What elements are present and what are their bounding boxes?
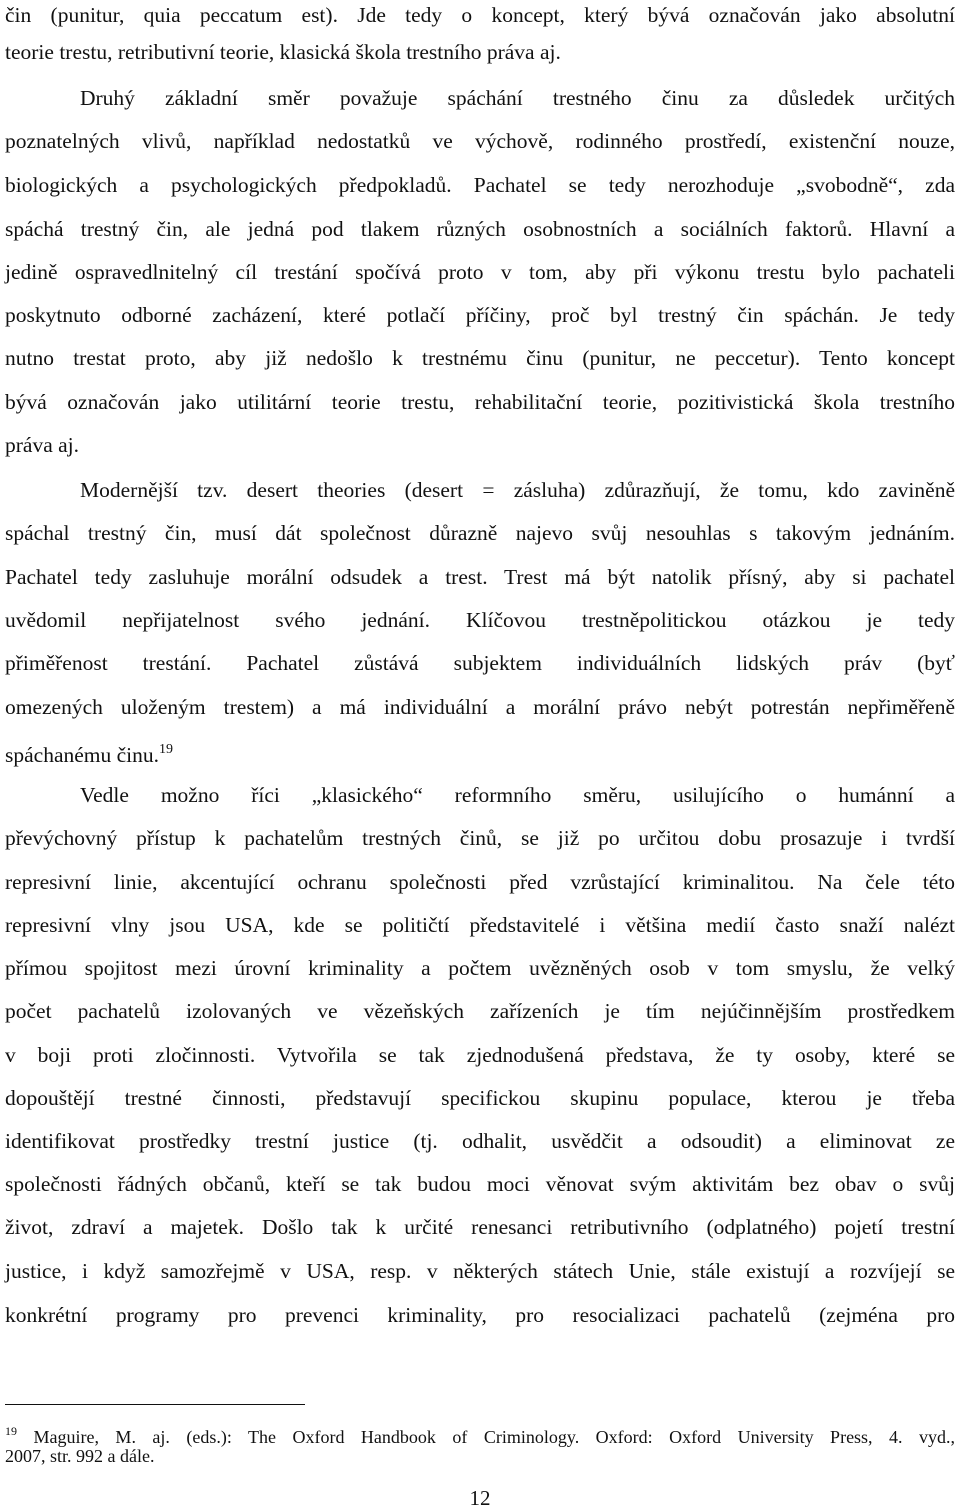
- text-line: [5, 735, 955, 765]
- text-line-content: práva aj.: [5, 433, 80, 457]
- footnote-line-2: [5, 1443, 955, 1469]
- text-line-content: spáchanému činu.: [5, 743, 160, 767]
- footnote-reference: 19: [159, 742, 174, 757]
- footnote-separator: [5, 1404, 305, 1405]
- text-line-content: uvědomil nepřijatelnost svého jednání. Klíčovou trestněpolitickou otázkou je tedy: [5, 608, 955, 632]
- text-line-content: teorie trestu, retributivní teorie, klasická škola trestního práva aj.: [5, 40, 561, 64]
- text-line: [5, 823, 955, 853]
- footnote-number: 19: [5, 1424, 17, 1438]
- text-line: [5, 1083, 955, 1113]
- text-line: [80, 780, 955, 810]
- text-line: [5, 37, 955, 67]
- text-line-content: přímou spojitost mezi úrovní kriminality a počtem uvězněných osob v tom smyslu, že velký: [5, 956, 955, 980]
- text-line: [5, 953, 955, 983]
- text-line: [5, 867, 955, 897]
- text-line-content: Druhý základní směr považuje spáchání trestného činu za důsledek určitých: [80, 86, 955, 110]
- text-line-content: bývá označován jako utilitární teorie trestu, rehabilitační teorie, pozitivistická škola trestního: [5, 390, 955, 414]
- text-line-content: spáchá trestný čin, ale jedná pod tlakem různých osobnostních a sociálních faktorů. Hlavní a: [5, 217, 955, 241]
- text-line-content: dopouštějí trestné činnosti, představují specifickou skupinu populace, kterou je třeba: [5, 1086, 955, 1110]
- text-line: [5, 170, 955, 200]
- text-line: [5, 343, 955, 373]
- text-line: [5, 257, 955, 287]
- text-line: [5, 1300, 955, 1330]
- text-line-content: Vedle možno říci „klasického“ reformního směru, usilujícího o humánní a: [80, 783, 955, 807]
- text-line: [5, 1126, 955, 1156]
- text-line: [5, 1212, 955, 1242]
- text-line: [5, 648, 955, 678]
- text-line: [5, 910, 955, 940]
- text-line-content: přiměřenost trestání. Pachatel zůstává subjektem individuálních lidských práv (byť: [5, 651, 955, 675]
- text-line: [5, 518, 955, 548]
- text-line-content: Pachatel tedy zasluhuje morální odsudek a trest. Trest má být natolik přísný, aby si pachatel: [5, 565, 955, 589]
- text-line-content: jedině ospravedlnitelný cíl trestání spočívá proto v tom, aby při výkonu trestu bylo pachateli: [5, 260, 955, 284]
- footnote-line-1: [5, 1418, 956, 1447]
- text-line-content: Modernější tzv. desert theories (desert = zásluha) zdůrazňují, že tomu, kdo zaviněně: [80, 478, 955, 502]
- text-line: [5, 562, 955, 592]
- text-line-content: nutno trestat proto, aby již nedošlo k trestnému činu (punitur, ne peccetur). Tento koncept: [5, 346, 955, 370]
- text-line-content: převýchovný přístup k pachatelům trestných činů, se již po určitou dobu prosazuje i tvrdší: [5, 826, 955, 850]
- text-line: [5, 0, 955, 30]
- text-line: [5, 1169, 955, 1199]
- text-line-content: identifikovat prostředky trestní justice (tj. odhalit, usvědčit a odsoudit) a eliminovat ze: [5, 1129, 955, 1153]
- text-line-content: spáchal trestný čin, musí dát společnost důrazně najevo svůj nesouhlas s takovým jednáním.: [5, 521, 955, 545]
- text-line: [5, 692, 955, 722]
- text-line: [5, 1256, 955, 1286]
- text-line: [5, 300, 955, 330]
- text-line-content: život, zdraví a majetek. Došlo tak k určité renesanci retributivního (odplatného) pojetí trestní: [5, 1215, 955, 1239]
- text-line: [5, 126, 955, 156]
- text-line-content: společnosti řádných občanů, kteří se tak budou moci věnovat svým aktivitám bez obav o svůj: [5, 1172, 955, 1196]
- text-line-content: poznatelných vlivů, například nedostatků ve výchově, rodinného prostředí, existenční nouze,: [5, 129, 955, 153]
- text-line-content: represivní vlny jsou USA, kde se političtí představitelé i většina medií často snaží nalézt: [5, 913, 955, 937]
- text-line-content: poskytnuto odborné zacházení, které potlačí příčiny, proč byl trestný čin spáchán. Je tedy: [5, 303, 955, 327]
- text-line-content: konkrétní programy pro prevenci kriminality, pro resocializaci pachatelů (zejména pro: [5, 1303, 955, 1327]
- text-line: [5, 387, 955, 417]
- page-number: 12: [469, 1486, 491, 1510]
- text-line-content: v boji proti zločinnosti. Vytvořila se tak zjednodušená představa, že ty osoby, které se: [5, 1043, 955, 1067]
- text-line: [5, 1040, 955, 1070]
- footnote-text-1: Maguire, M. aj. (eds.): The Oxford Handbook of Criminology. Oxford: Oxford University Press, 4. vyd.,: [33, 1427, 956, 1447]
- text-line: [5, 605, 955, 635]
- text-line-content: čin (punitur, quia peccatum est). Jde tedy o koncept, který bývá označován jako absolutní: [5, 3, 955, 27]
- text-line: [5, 430, 955, 460]
- text-line-content: počet pachatelů izolovaných ve vězeňských zařízeních je tím nejúčinnějším prostředkem: [5, 999, 955, 1023]
- text-line-content: biologických a psychologických předpokladů. Pachatel se tedy nerozhoduje „svobodně“, zda: [5, 173, 955, 197]
- text-line: [80, 475, 955, 505]
- text-line-content: justice, i když samozřejmě v USA, resp. v některých státech Unie, stále existují a rozvíjejí se: [5, 1259, 955, 1283]
- text-line: [5, 214, 955, 244]
- text-line: [80, 83, 955, 113]
- text-line-content: omezených uloženým trestem) a má individuální a morální právo nebýt potrestán nepřiměřeně: [5, 695, 955, 719]
- footnote-text-2: 2007, str. 992 a dále.: [5, 1446, 155, 1466]
- text-line-content: represivní linie, akcentující ochranu společnosti před vzrůstající kriminalitou. Na čele této: [5, 870, 955, 894]
- text-line: [5, 996, 955, 1026]
